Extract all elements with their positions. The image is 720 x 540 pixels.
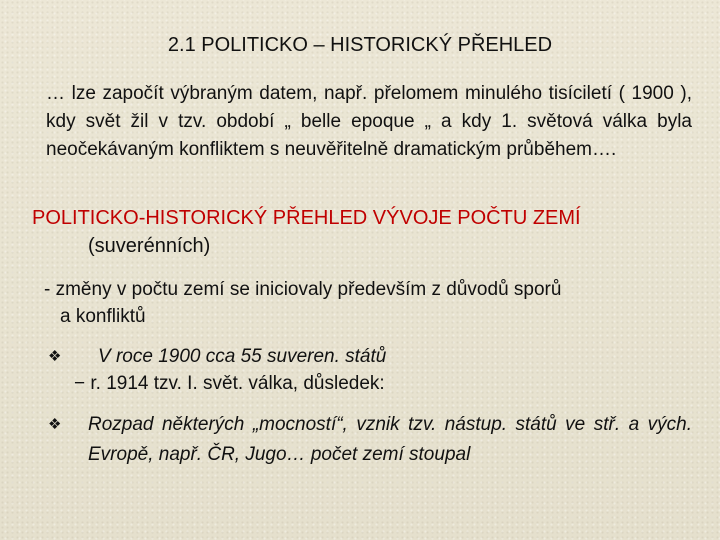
slide-title: 2.1 POLITICKO – HISTORICKÝ PŘEHLED (167, 34, 553, 56)
bullet-1-subline: − r. 1914 tzv. I. svět. válka, důsledek: (74, 373, 385, 394)
bullet-1-text: V roce 1900 cca 55 suveren. států (98, 346, 387, 367)
changes-line-1: - změny v počtu zemí se iniciovaly především z důvodů sporů (44, 279, 562, 300)
section-heading-text: POLITICKO-HISTORICKÝ PŘEHLED VÝVOJE POČTU ZEMÍ (32, 207, 581, 229)
changes-paragraph (44, 276, 694, 330)
diamond-bullet-icon: ❖ (48, 348, 62, 365)
diamond-bullet-icon: ❖ (48, 416, 62, 433)
section-heading (32, 204, 702, 260)
changes-line-2: a konfliktů (60, 306, 146, 327)
section-heading-subtitle: (suverénních) (88, 235, 211, 257)
bullet-2-text: Rozpad některých „mocností“, vznik tzv. nástup. států ve stř. a vých. Evropě, např. ČR, Jugo… počet zemí stoupal (88, 414, 692, 465)
intro-paragraph: … lze započít výbraným datem, např. přelomem minulého tisíciletí ( 1900 ), kdy svět žil v tzv. období „ belle epoque „ a kdy 1. světová válka byla neočekávaným konfliktem s neuvěřitelně dramatickým průběhem…. (46, 83, 692, 160)
